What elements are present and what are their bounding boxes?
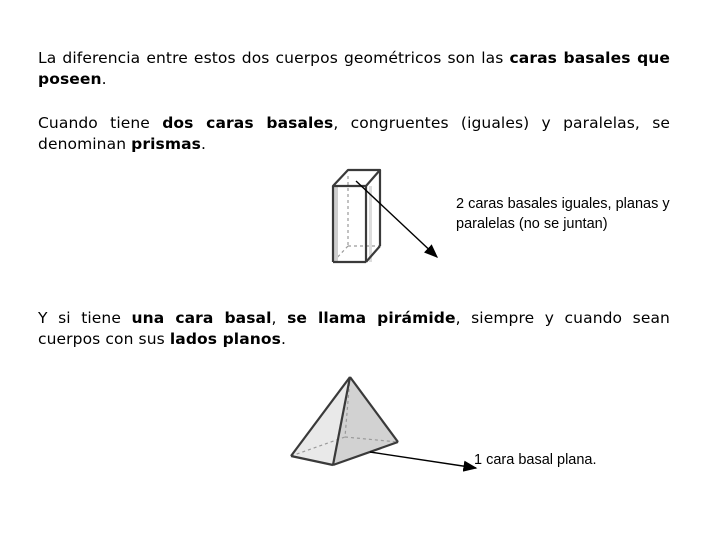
prism-bold-b: prismas <box>131 135 201 153</box>
intro-text-b: . <box>101 70 107 88</box>
pyramid-text-d: . <box>280 330 286 348</box>
prism-text-a: Cuando tiene <box>38 114 163 132</box>
intro-bold-a: caras basales que poseen <box>38 49 671 88</box>
pyramid-arrow <box>370 452 476 468</box>
pyramid-text-a: Y si tiene <box>38 309 132 327</box>
prism-text-b: , congruentes (iguales) y paralelas, se denominan <box>38 114 670 153</box>
pyramid-text-c: , siempre y cuando sean cuerpos con sus <box>38 309 670 348</box>
pyramid-bold-b: se llama pirámide <box>287 309 456 327</box>
prism-text-c: . <box>201 135 207 153</box>
pyramid-bold-c: lados planos <box>169 330 281 348</box>
prism-caption: 2 caras basales iguales, planas y paralelas (no se juntan) <box>456 196 670 232</box>
pyramid-text-b: , <box>271 309 288 327</box>
prism-hidden-edges <box>333 176 380 262</box>
pyramid-caption: 1 cara basal plana. <box>474 452 597 468</box>
prism-visible-edges <box>333 170 380 262</box>
intro-text-a: La diferencia entre estos dos cuerpos geométricos son las <box>38 49 510 67</box>
prism-figure <box>333 170 380 262</box>
prism-bold-a: dos caras basales <box>162 114 334 132</box>
pyramid-figure <box>291 377 398 465</box>
pyramid-bold-a: una cara basal <box>131 309 272 327</box>
